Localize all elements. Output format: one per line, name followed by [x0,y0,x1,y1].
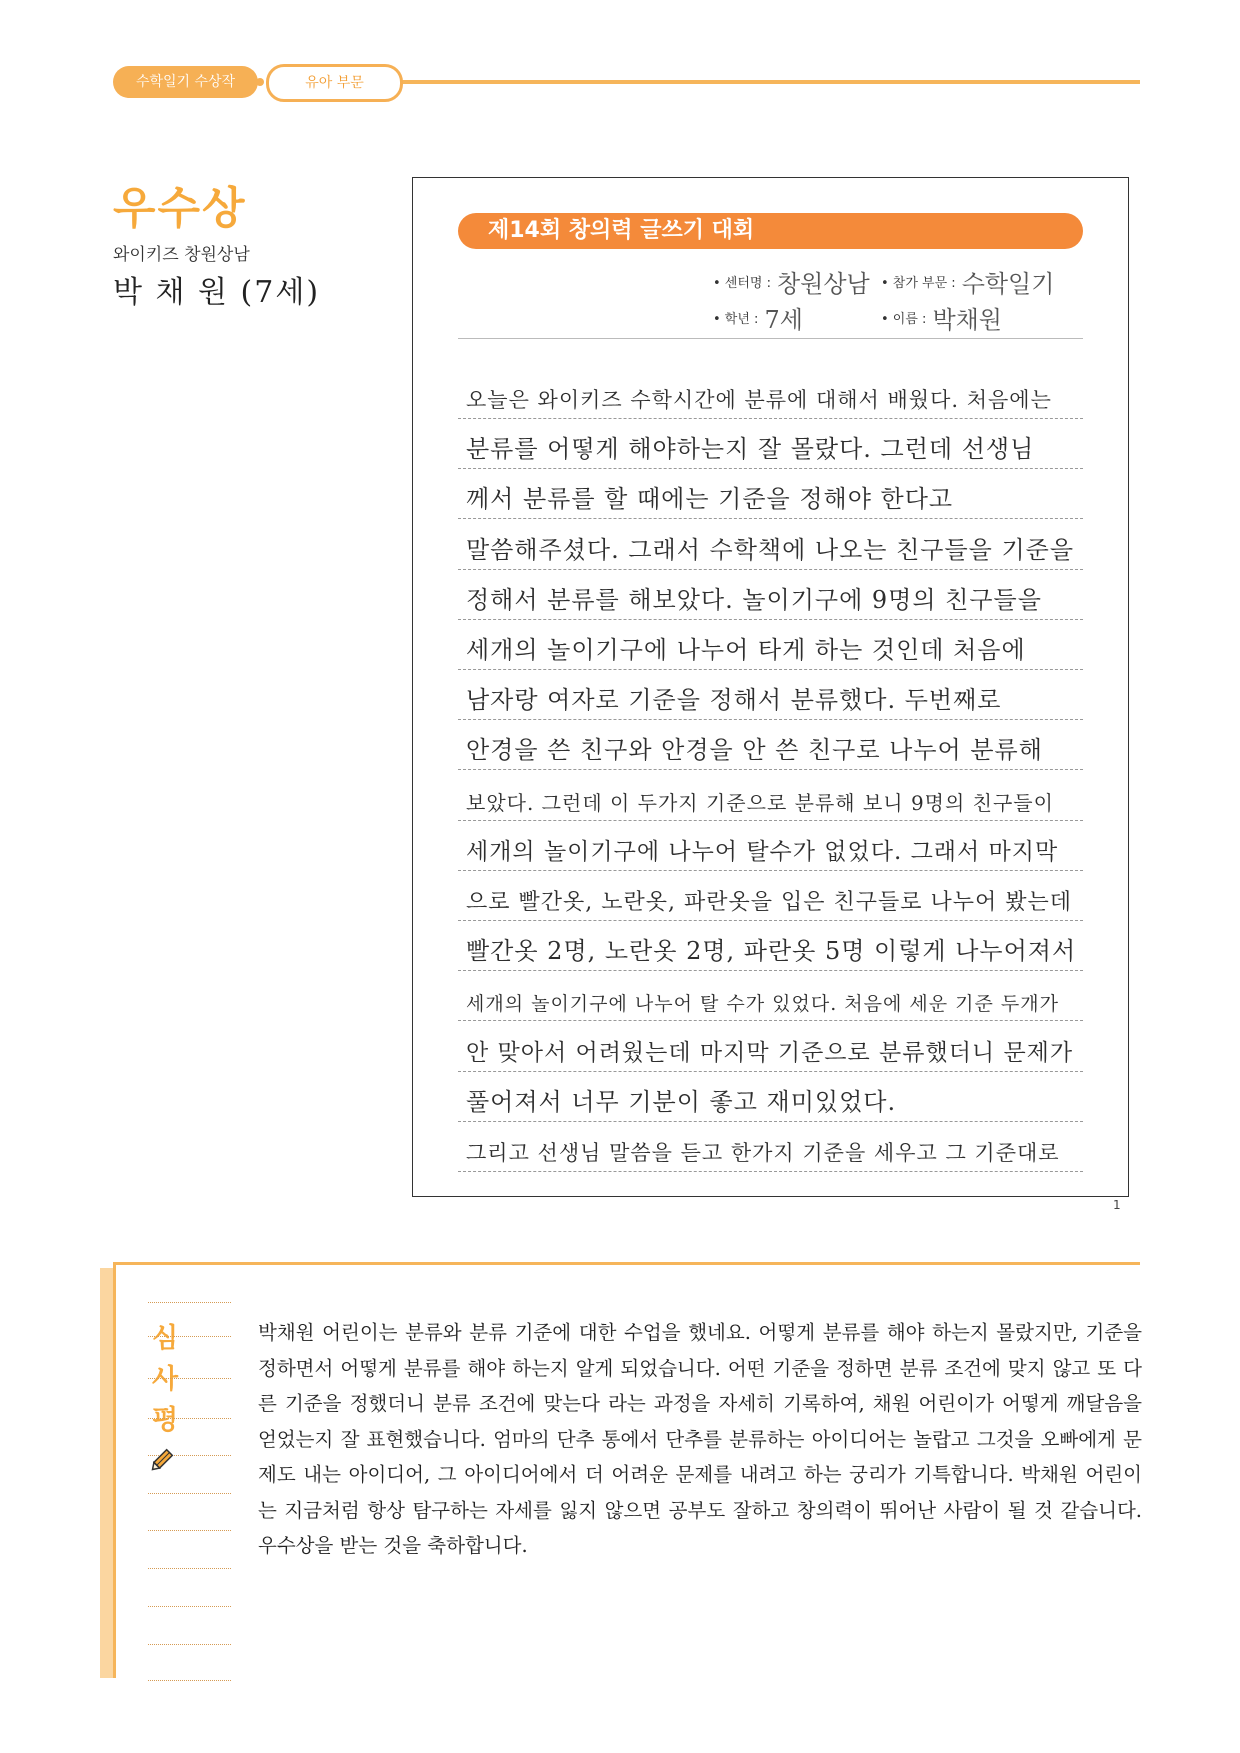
meta-division [881,264,1054,299]
review-dotted-rule [148,1418,231,1419]
header-rule [395,80,1140,84]
meta-name-label: • 이름 : [881,312,927,327]
essay-line [458,770,1083,821]
essay-line [458,820,1083,871]
essay-line [458,1021,1083,1072]
essay-line [458,719,1083,770]
essay-line [458,368,1083,419]
pencil-icon [148,1448,174,1478]
essay-line-text: 께서 분류를 할 때에는 기준을 정해야 한다고 [466,485,954,514]
review-dotted-rule [148,1680,231,1681]
essay-line-text: 세개의 놀이기구에 나누어 탈 수가 있었다. 처음에 세운 기준 두개가 [466,993,1059,1016]
essay-line-text: 빨간옷 2명, 노란옷 2명, 파란옷 5명 이렇게 나누어져서 [466,937,1077,966]
review-dotted-rule [148,1606,231,1607]
meta-separator [458,338,1083,339]
review-dotted-rule [148,1493,231,1494]
essay-line [458,619,1083,670]
review-title-char: 심 [151,1323,179,1354]
essay-line [458,519,1083,570]
meta-division-value: 수학일기 [961,270,1055,298]
essay-sheet [412,177,1129,1197]
essay-line-text: 분류를 어떻게 해야하는지 잘 몰랐다. 그런데 선생님 [466,435,1035,464]
essay-line [458,468,1083,519]
meta-name [881,300,1002,335]
review-dotted-rule [148,1568,231,1569]
student-name: 박 채 원 (7세) [113,275,321,310]
review-dotted-rule [148,1378,231,1379]
review-dotted-rule [148,1644,231,1645]
review-title-char: 평 [151,1405,179,1436]
review-body: 박채원 어린이는 분류와 분류 기준에 대한 수업을 했네요. 어떻게 분류를 해야 하는지 몰랐지만, 기준을 정하면서 어떻게 분류를 해야 하는지 알게 되었습니다. 어떤 기준을 정하면 분류 조건에 맞지 않고 또 다른 기준을 정했더니 분류 조건에 맞는다 라는 과정을 자세히 기록하여, 채원 어린이가 어떻게 깨달음을 얻었는지 잘 표현했습니다. 엄마의 단추 통에서 단추를 분류하는 아이디어는 놀랍고 그것을 오빠에게 문제도 내는 아이디어, 그 아이디어에서 더 어려운 문제를 내려고 하는 궁리가 기특합니다. 박채원 어린이는 지금처럼 항상 탐구하는 자세를 잃지 않으면 공부도 잘하고 창의력이 뛰어난 사람이 될 것 같습니다. 우수상을 받는 것을 축하합니다. [258,1321,1142,1557]
essay-line-text: 안 맞아서 어려웠는데 마지막 기준으로 분류했더니 문제가 [466,1039,1074,1066]
essay-line-text: 세개의 놀이기구에 나누어 타게 하는 것인데 처음에 [466,636,1026,664]
essay-line-text: 그리고 선생님 말씀을 듣고 한가지 기준을 세우고 그 기준대로 [466,1141,1060,1165]
essay-line-text: 안경을 쓴 친구와 안경을 안 쓴 친구로 나누어 분류해 [466,736,1043,765]
meta-center-value: 창원상남 [777,270,870,298]
essay-line-text: 남자랑 여자로 기준을 정해서 분류했다. 두번째로 [466,686,1002,715]
review-dotted-rule [148,1530,231,1531]
essay-line-text: 으로 빨간옷, 노란옷, 파란옷을 입은 친구들로 나누어 봤는데 [466,890,1072,915]
review-side-rule [113,1265,116,1678]
essay-line-text: 풀어져서 너무 기분이 좋고 재미있었다. [466,1087,897,1116]
essay-line [458,920,1083,971]
center-name: 와이키즈 창원상남 [113,245,250,265]
review-title-char: 사 [151,1364,179,1395]
review-dotted-rule [148,1302,231,1303]
essay-line [458,569,1083,620]
meta-center [713,264,870,299]
essay-line-text: 말씀해주셨다. 그래서 수학책에 나오는 친구들을 기준을 [466,535,1075,564]
essay-line [458,669,1083,720]
division-tab: 유아 부문 [266,64,403,102]
meta-division-label: • 참가 부문 : [881,276,956,291]
award-title: 우수상 [113,183,247,234]
essay-line-text: 오늘은 와이키즈 수학시간에 분류에 대해서 배웠다. 처음에는 [466,388,1052,412]
review-top-rule [113,1262,1140,1265]
review-dotted-rule [148,1336,231,1337]
meta-grade [713,300,803,335]
meta-center-label: • 센터명 : [713,276,771,291]
meta-name-value: 박채원 [932,306,1002,334]
tab-separator-dot [256,78,264,86]
category-tab: 수학일기 수상작 [113,66,258,98]
essay-line [458,1121,1083,1172]
meta-grade-label: • 학년 : [713,312,759,327]
meta-grade-value: 7세 [764,306,803,334]
essay-line-text: 정해서 분류를 해보았다. 놀이기구에 9명의 친구들을 [466,585,1042,614]
page-number: 1 [1113,1198,1121,1212]
essay-line-text: 세개의 놀이기구에 나누어 탈수가 없었다. 그래서 마지막 [466,838,1059,865]
essay-line [458,870,1083,921]
contest-banner: 제14회 창의력 글쓰기 대회 [458,213,1083,249]
essay-line [458,418,1083,469]
essay-line [458,970,1083,1021]
essay-line [458,1071,1083,1122]
essay-line-text: 보았다. 그런데 이 두가지 기준으로 분류해 보니 9명의 친구들이 [466,790,1054,815]
